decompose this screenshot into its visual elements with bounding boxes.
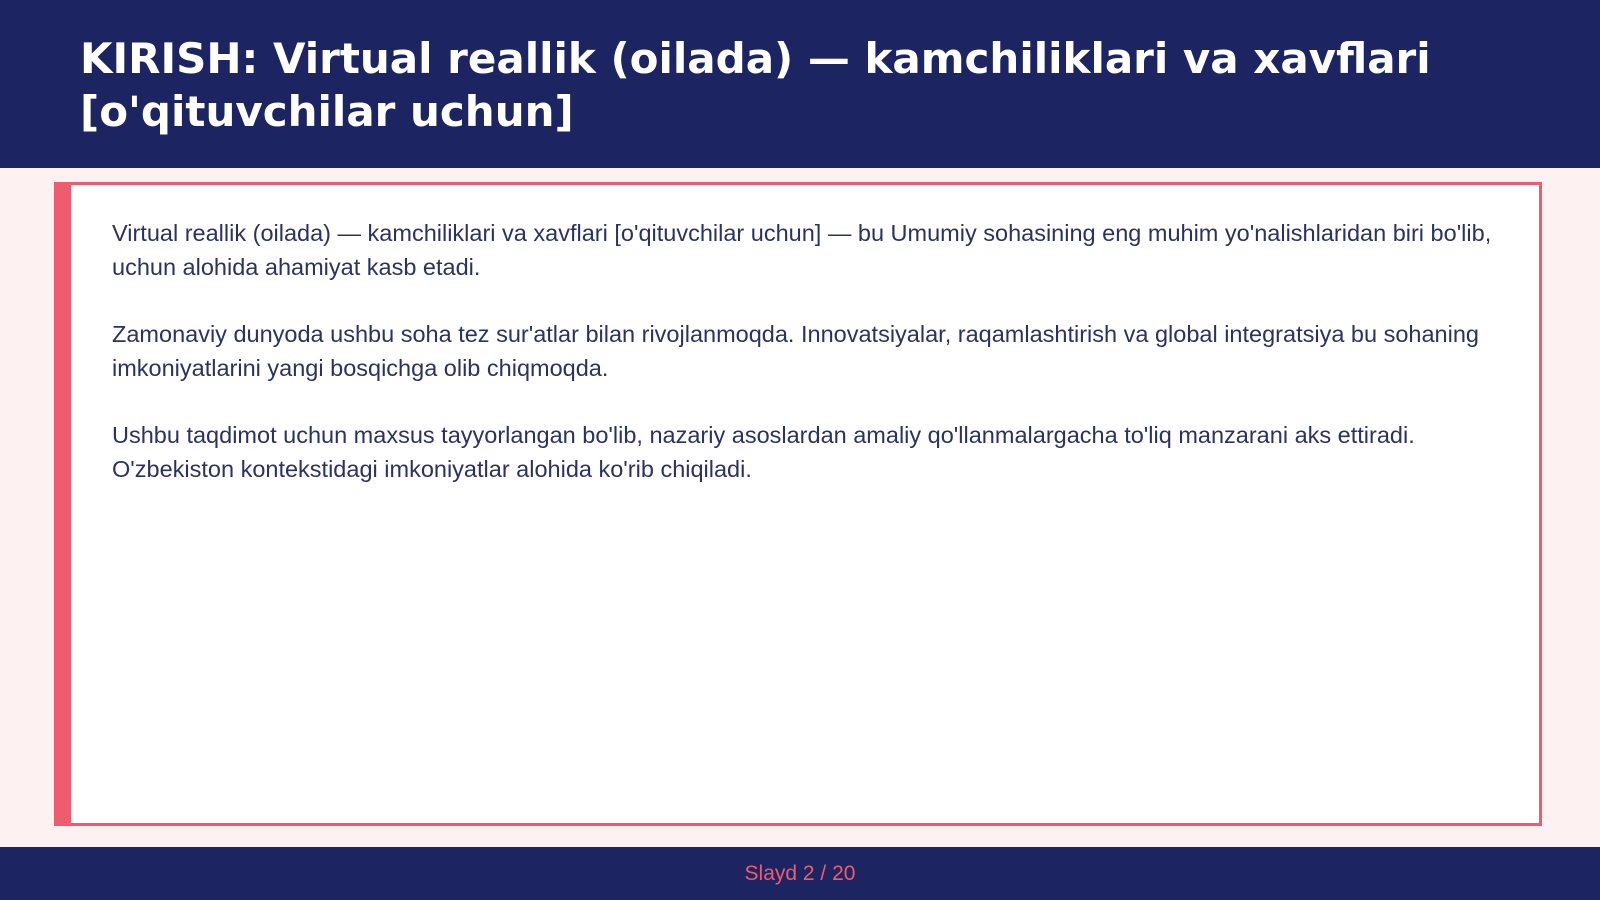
content-card	[54, 182, 1542, 826]
content-body	[112, 216, 1512, 519]
content-paragraph-2: Zamonaviy dunyoda ushbu soha tez sur'atlar bilan rivojlanmoqda. Innovatsiyalar, raqamlashtirish va global integratsiya bu sohaning imkoniyatlarini yangi bosqichga olib chiqmoqda.	[112, 321, 1479, 381]
slide-footer	[0, 847, 1600, 900]
slide-header	[0, 0, 1600, 168]
slide-counter: Slayd 2 / 20	[744, 862, 856, 885]
content-paragraph-1: Virtual reallik (oilada) — kamchiliklari va xavflari [o'qituvchilar uchun] — bu Umumiy sohasining eng muhim yo'nalishlaridan biri bo'lib, uchun alohida ahamiyat kasb etadi.	[112, 220, 1492, 280]
slide-title: KIRISH: Virtual reallik (oilada) — kamchiliklari va xavflari [o'qituvchilar uchun]	[80, 34, 1431, 136]
content-paragraph-3: Ushbu taqdimot uchun maxsus tayyorlangan bo'lib, nazariy asoslardan amaliy qo'llanmalargacha to'liq manzarani aks ettiradi. O'zbekiston kontekstidagi imkoniyatlar alohida ko'rib chiqiladi.	[112, 422, 1415, 482]
